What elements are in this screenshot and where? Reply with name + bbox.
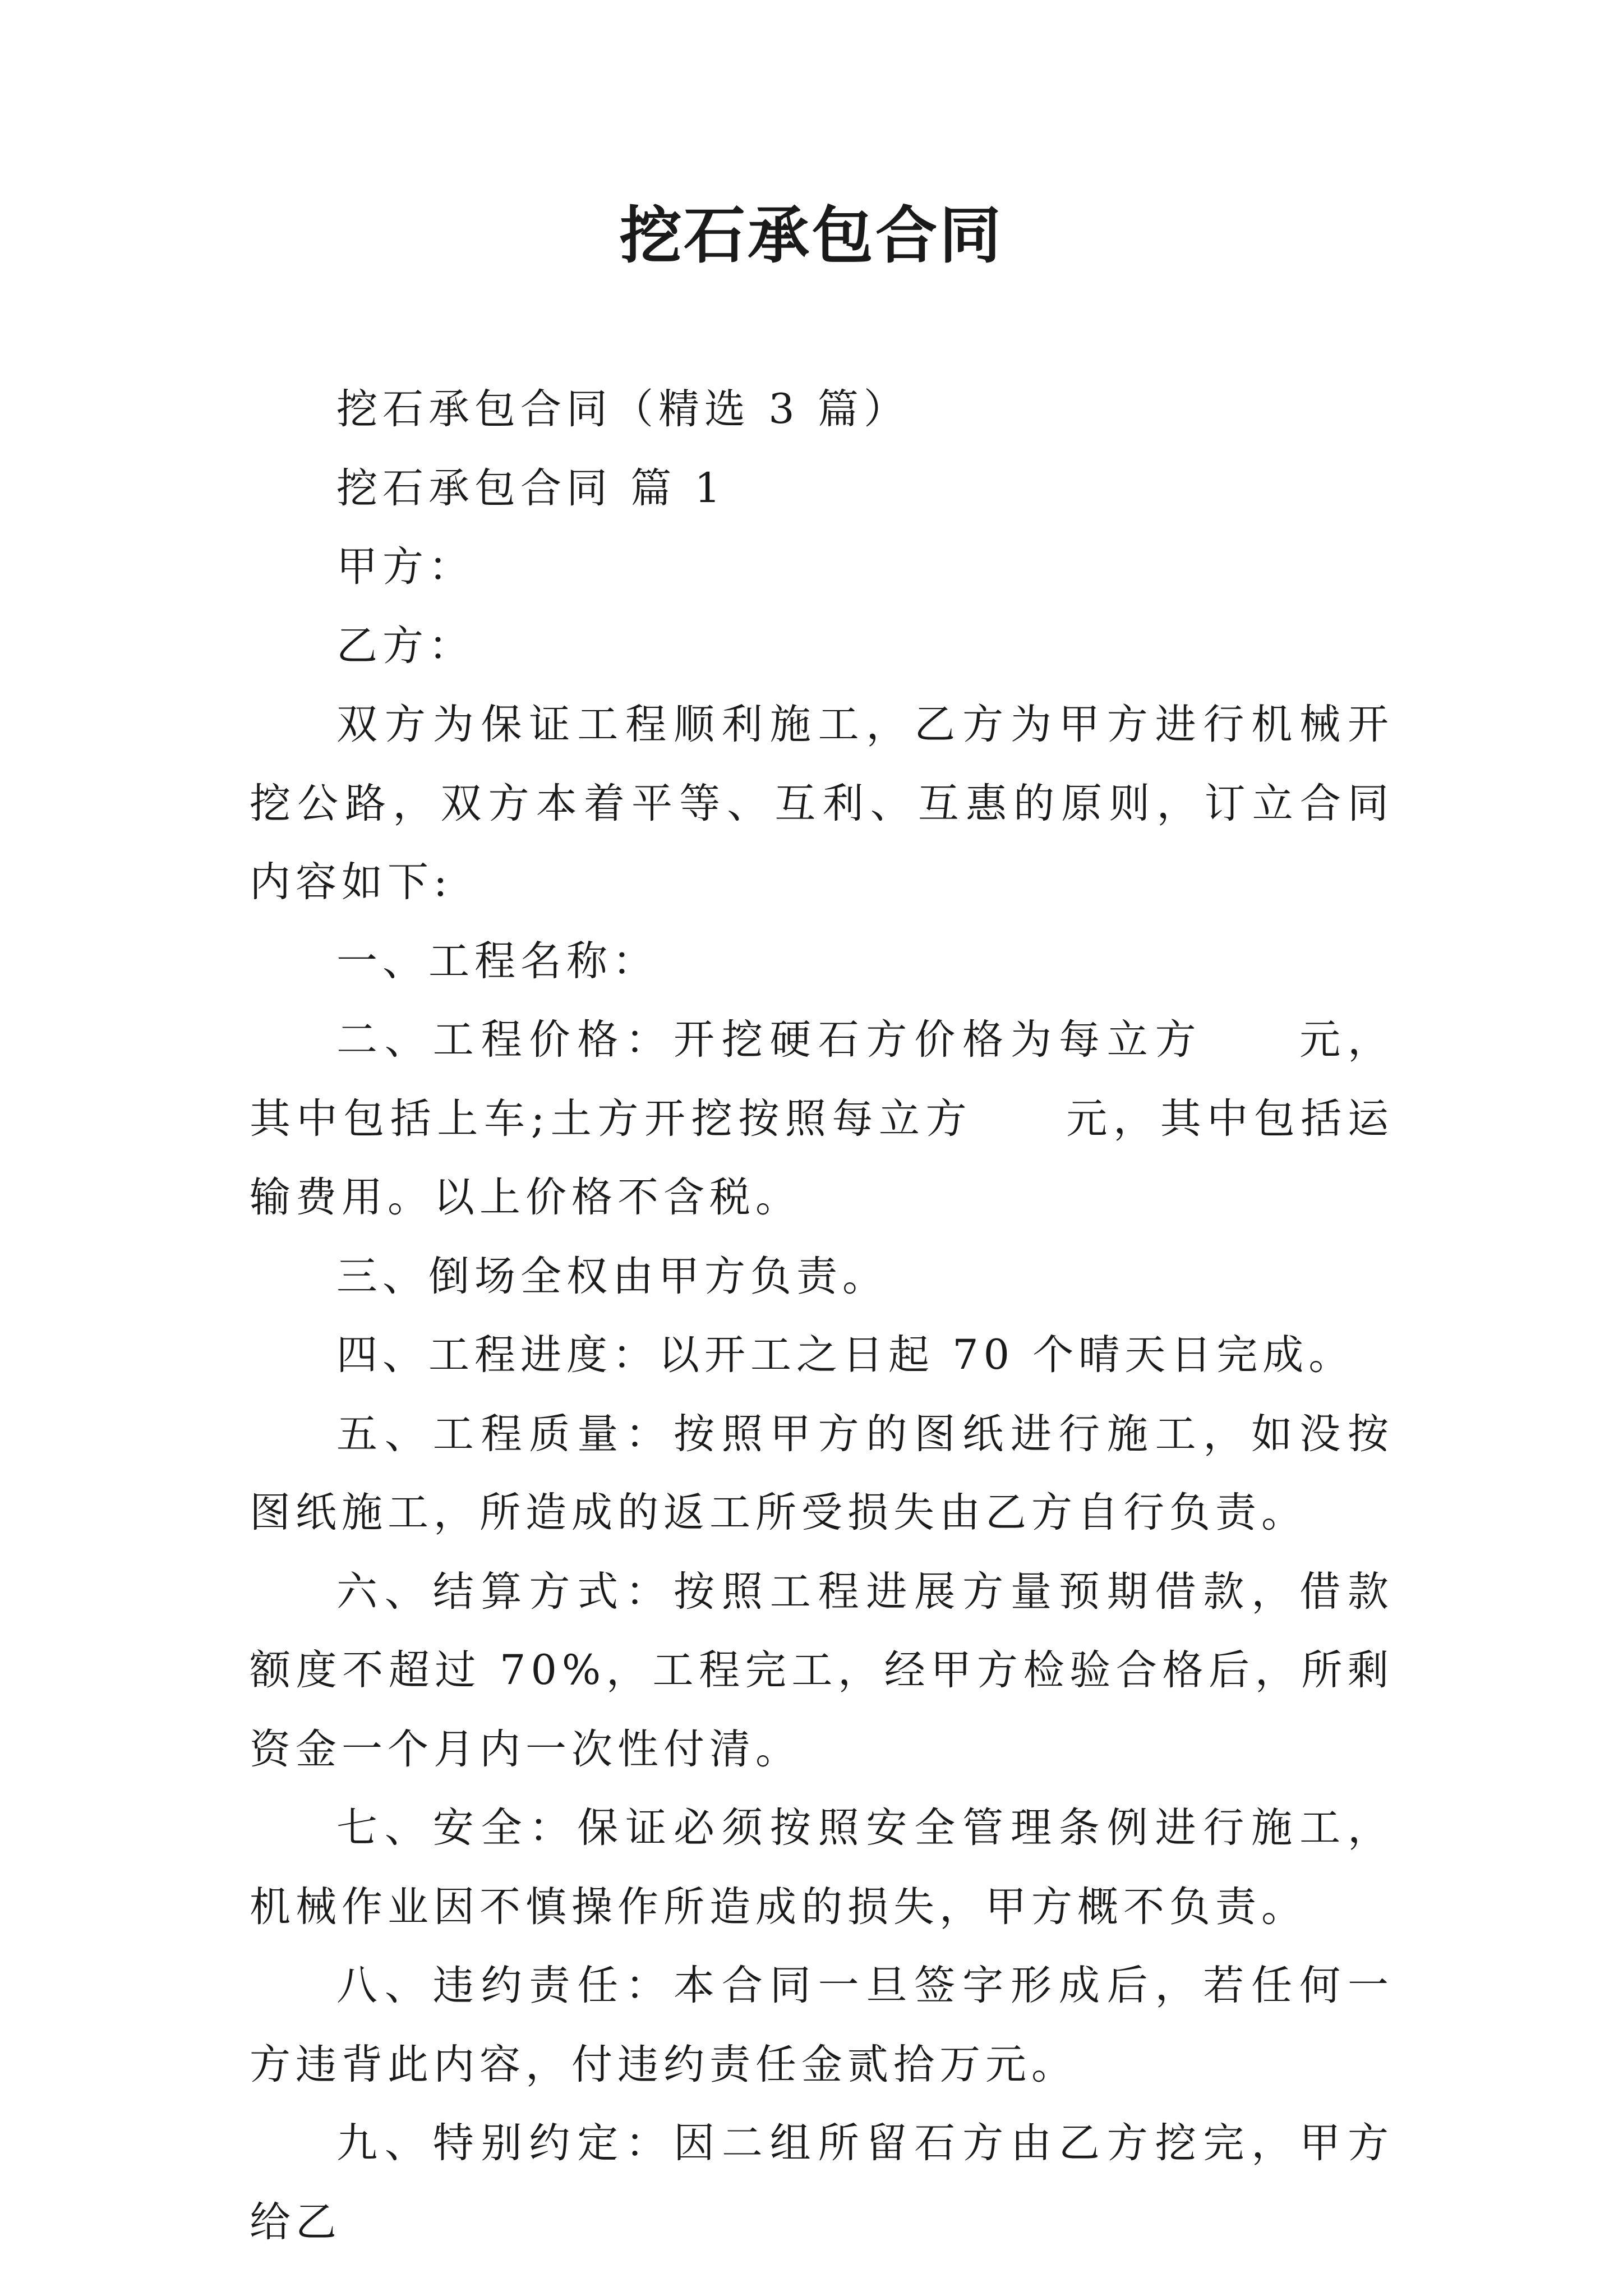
clause-3-dumping: 三、倒场全权由甲方负责。 bbox=[336, 1252, 888, 1300]
clause-2-price: 二、工程价格：开挖硬石方价格为每立方 元，其中包括上车;土方开挖按照每立方 元，其中包括运输费用。以上价格不含税。 bbox=[250, 1016, 1394, 1221]
clause-1-project-name: 一、工程名称： bbox=[336, 937, 658, 985]
party-a-line: 甲方： bbox=[336, 543, 474, 591]
clause-9-special-terms: 九、特别约定：因二组所留石方由乙方挖完，甲方给乙 bbox=[250, 2119, 1394, 2246]
clause-8-liability: 八、违约责任：本合同一旦签字形成后，若任何一方违背此内容，付违约责任金贰拾万元。 bbox=[250, 1962, 1394, 2088]
section-heading: 挖石承包合同 篇 1 bbox=[336, 464, 726, 512]
document-title: 挖石承包合同 bbox=[620, 199, 1003, 272]
subtitle-paragraph: 挖石承包合同（精选 3 篇） bbox=[336, 385, 910, 433]
clause-7-safety: 七、安全：保证必须按照安全管理条例进行施工，机械作业因不慎操作所造成的损失，甲方概不负责。 bbox=[250, 1804, 1394, 1931]
party-b-line: 乙方： bbox=[336, 622, 474, 670]
document-body bbox=[250, 370, 1394, 2262]
clause-4-schedule: 四、工程进度：以开工之日起 70 个晴天日完成。 bbox=[336, 1331, 1355, 1379]
preamble-paragraph: 双方为保证工程顺利施工，乙方为甲方进行机械开挖公路，双方本着平等、互利、互惠的原则，订立合同内容如下: bbox=[250, 701, 1394, 906]
clause-5-quality: 五、工程质量：按照甲方的图纸进行施工，如没按图纸施工，所造成的返工所受损失由乙方自行负责。 bbox=[250, 1410, 1394, 1536]
clause-6-settlement: 六、结算方式：按照工程进展方量预期借款，借款额度不超过 70%，工程完工，经甲方检验合格后，所剩资金一个月内一次性付清。 bbox=[250, 1567, 1394, 1773]
